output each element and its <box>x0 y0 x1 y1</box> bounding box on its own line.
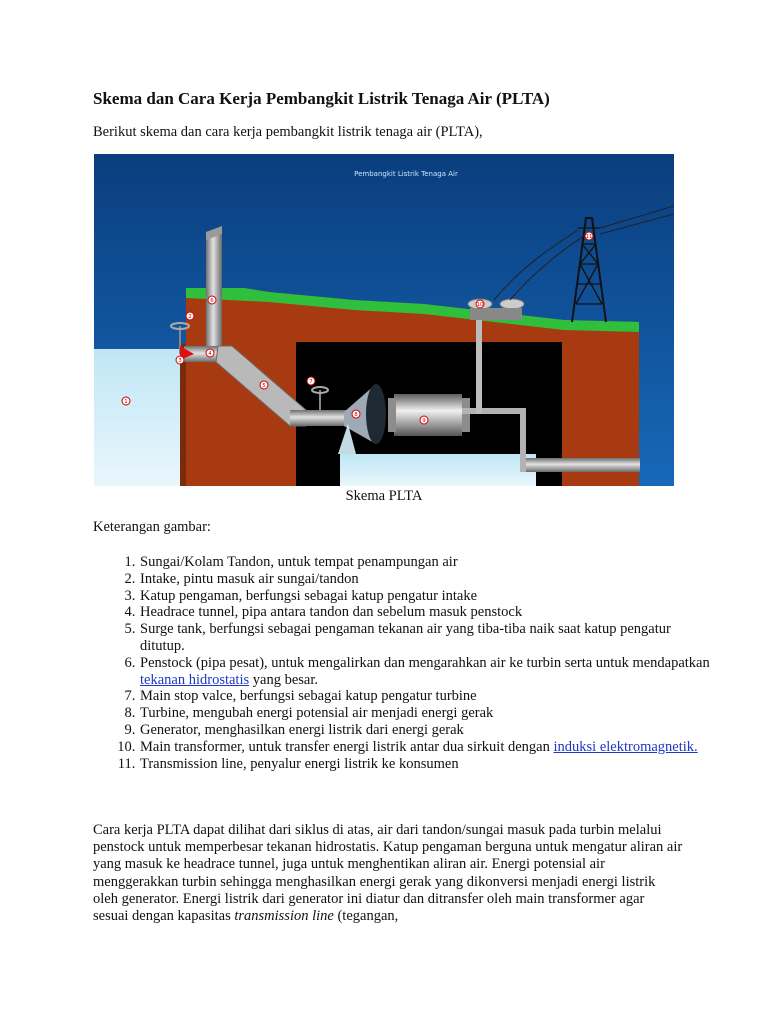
svg-text:9: 9 <box>422 418 426 424</box>
svg-text:10: 10 <box>476 302 484 308</box>
diagram-banner: Pembangkit Listrik Tenaga Air <box>354 170 458 178</box>
legend-item: 11. Transmission line, penyalur energi listrik ke konsumen <box>139 756 719 773</box>
marker-9 <box>420 416 428 424</box>
page-title: Skema dan Cara Kerja Pembangkit Listrik Tenaga Air (PLTA) <box>93 89 550 108</box>
figure-caption: Skema PLTA <box>345 488 423 504</box>
legend-item: 3. Katup pengaman, berfungsi sebagai katup pengatur intake <box>139 588 719 605</box>
marker-5 <box>260 381 268 389</box>
svg-text:1: 1 <box>124 399 128 405</box>
svg-text:11: 11 <box>585 234 593 240</box>
marker-2 <box>186 312 194 320</box>
legend-item: 2. Intake, pintu masuk air sungai/tandon <box>139 571 719 588</box>
legend-list <box>93 554 719 772</box>
marker-1 <box>122 397 130 405</box>
plta-diagram-svg <box>94 154 674 486</box>
legend-item: 4. Headrace tunnel, pipa antara tandon dan sebelum masuk penstock <box>139 604 719 621</box>
legend-item: 7. Main stop valce, berfungsi sebagai katup pengatur turbine <box>139 688 719 705</box>
link-tekanan-hidrostatis[interactable]: tekanan hidrostatis <box>140 671 250 688</box>
legend-item: 5. Surge tank, berfungsi sebagai pengaman tekanan air yang tiba-tiba naik saat katup pengatur ditutup. <box>139 621 719 655</box>
legend-item: 1. Sungai/Kolam Tandon, untuk tempat penampungan air <box>139 554 719 571</box>
intro-text: Berikut skema dan cara kerja pembangkit listrik tenaga air (PLTA), <box>93 124 483 140</box>
svg-text:6: 6 <box>210 298 214 304</box>
svg-text:7: 7 <box>309 379 313 385</box>
legend-heading: Keterangan gambar: <box>93 519 211 535</box>
svg-text:4: 4 <box>208 351 212 357</box>
svg-text:3: 3 <box>178 358 182 364</box>
marker-4 <box>206 349 214 357</box>
legend-item: 6. Penstock (pipa pesat), untuk mengalirkan dan mengarahkan air ke turbin serta untuk mendapatkan tekanan hidrostatis yang besar. <box>139 655 719 689</box>
link-induksi-elektromagnetik[interactable]: induksi elektromagnetik. <box>553 738 698 755</box>
legend-item: 9. Generator, menghasilkan energi listrik dari energi gerak <box>139 722 719 739</box>
marker-6 <box>208 296 216 304</box>
legend-item: 8. Turbine, mengubah energi potensial air menjadi energi gerak <box>139 705 719 722</box>
svg-text:8: 8 <box>354 412 358 418</box>
body-paragraph: Cara kerja PLTA dapat dilihat dari siklus di atas, air dari tandon/sungai masuk pada turbin melalui penstock untuk memperbesar tekanan hidrostatis. Katup pengaman berguna untuk mengatur aliran air yang masuk ke headrace tunnel, juga untuk menghentikan aliran air. Energi potensial air menggerakkan turbin sehingga menghasilkan energi gerak yang dikonversi menjadi energi listrik oleh generator. Energi listrik dari generator ini diatur dan ditransfer oleh main transformer agar sesuai dengan kapasitas transmission line (tegangan, <box>93 822 683 925</box>
emphasis-transmission-line: transmission line <box>234 908 334 925</box>
marker-8 <box>352 410 360 418</box>
svg-text:2: 2 <box>188 314 192 320</box>
marker-10 <box>476 300 484 308</box>
marker-7 <box>307 377 315 385</box>
svg-text:5: 5 <box>262 383 266 389</box>
plta-diagram <box>94 154 674 486</box>
legend-item: 10. Main transformer, untuk transfer energi listrik antar dua sirkuit dengan induksi elektromagnetik. <box>139 739 719 756</box>
marker-11 <box>585 232 593 240</box>
marker-3 <box>176 356 184 364</box>
